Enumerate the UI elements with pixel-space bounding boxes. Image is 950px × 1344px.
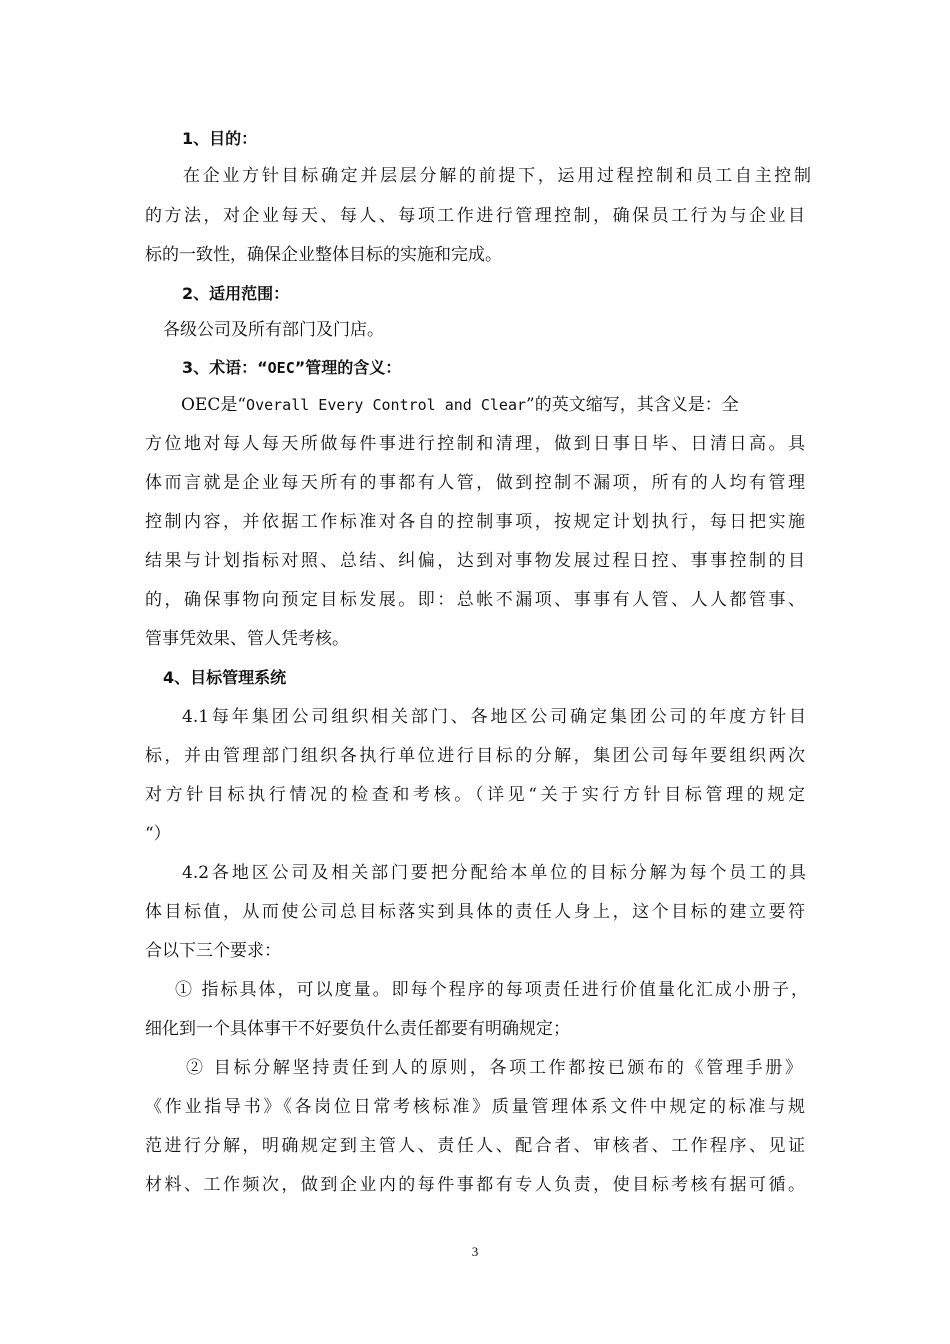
section-4-para-2-line-1: 4.2各地区公司及相关部门要把分配给本单位的目标分解为每个员工的具 (182, 863, 806, 883)
section-4-item-2-line-2: 《作业指导书》《各岗位日常考核标准》质量管理体系文件中规定的标准与规 (145, 1097, 805, 1117)
section-3-heading-suffix: ”管理的含义： (294, 358, 402, 377)
section-4-item-2-line-4: 材料、工作频次，做到企业内的每件事都有专人负责，使目标考核有据可循。 (145, 1175, 805, 1195)
section-4-para-1-line-4: “） (145, 824, 171, 844)
section-4-para-1-line-1: 4.1每年集团公司组织相关部门、各地区公司确定集团公司的年度方针目 (182, 707, 806, 727)
section-1-heading: 1、目的： (182, 129, 258, 148)
section-4-item-1-line-1: ① 指标具体，可以度量。即每个程序的每项责任进行价值量化汇成小册子， (175, 980, 808, 1000)
section-1-line-1: 在企业方针目标确定并层层分解的前提下，运用过程控制和员工自主控制 (183, 166, 811, 186)
section-4-item-2-line-3: 范进行分解，明确规定到主管人、责任人、配合者、审核者、工作程序、见证 (145, 1136, 805, 1156)
section-2-heading: 2、适用范围： (182, 284, 290, 303)
section-4-para-1-line-2: 标，并由管理部门组织各执行单位进行目标的分解，集团公司每年要组织两次 (145, 746, 805, 766)
section-3-line-2: 方位地对每人每天所做每件事进行控制和清理，做到日事日毕、日清日高。具 (145, 434, 805, 454)
section-4-item-1-line-2: 细化到一个具体事干不好要负什么责任都要有明确规定； (145, 1019, 570, 1039)
page-number: 3 (471, 1244, 479, 1259)
section-4-heading: 4、目标管理系统 (163, 668, 287, 687)
section-3-heading (182, 356, 401, 380)
section-3-line-1-suffix: ”的英文缩写，其含义是：全 (526, 395, 739, 415)
section-3-heading-oec: OEC (267, 359, 295, 377)
section-3-line-7: 管事凭效果、管人凭考核。 (145, 629, 349, 649)
section-3-heading-prefix: 3、术语：“ (182, 358, 268, 377)
section-4-para-2-line-3: 合以下三个要求： (145, 941, 281, 961)
section-1-line-2: 的方法，对企业每天、每人、每项工作进行管理控制，确保员工行为与企业目 (145, 206, 805, 226)
section-3-line-4: 控制内容，并依据工作标准对各自的控制事项，按规定计划执行，每日把实施 (145, 512, 805, 532)
section-1-line-3: 标的一致性，确保企业整体目标的实施和完成。 (145, 245, 502, 265)
section-4-para-1-line-3: 对方针目标执行情况的检查和考核。（详见“关于实行方针目标管理的规定 (145, 785, 805, 805)
section-2-line-1: 各级公司及所有部门及门店。 (163, 320, 384, 340)
section-3-line-1-prefix: OEC是“ (181, 395, 247, 415)
section-3-line-1-english: Overall Every Control and Clear (246, 396, 527, 414)
section-4-item-2-line-1: ② 目标分解坚持责任到人的原则，各项工作都按已颁布的《管理手册》 (186, 1058, 802, 1078)
section-3-line-5: 结果与计划指标对照、总结、纠偏，达到对事物发展过程日控、事事控制的目 (145, 551, 805, 571)
section-3-line-6: 的，确保事物向预定目标发展。即：总帐不漏项、事事有人管、人人都管事、 (145, 590, 805, 610)
section-4-para-2-line-2: 体目标值，从而使公司总目标落实到具体的责任人身上，这个目标的建立要符 (145, 902, 805, 922)
section-3-line-1 (181, 393, 739, 417)
section-3-line-3: 体而言就是企业每天所有的事都有人管，做到控制不漏项，所有的人均有管理 (145, 473, 805, 493)
